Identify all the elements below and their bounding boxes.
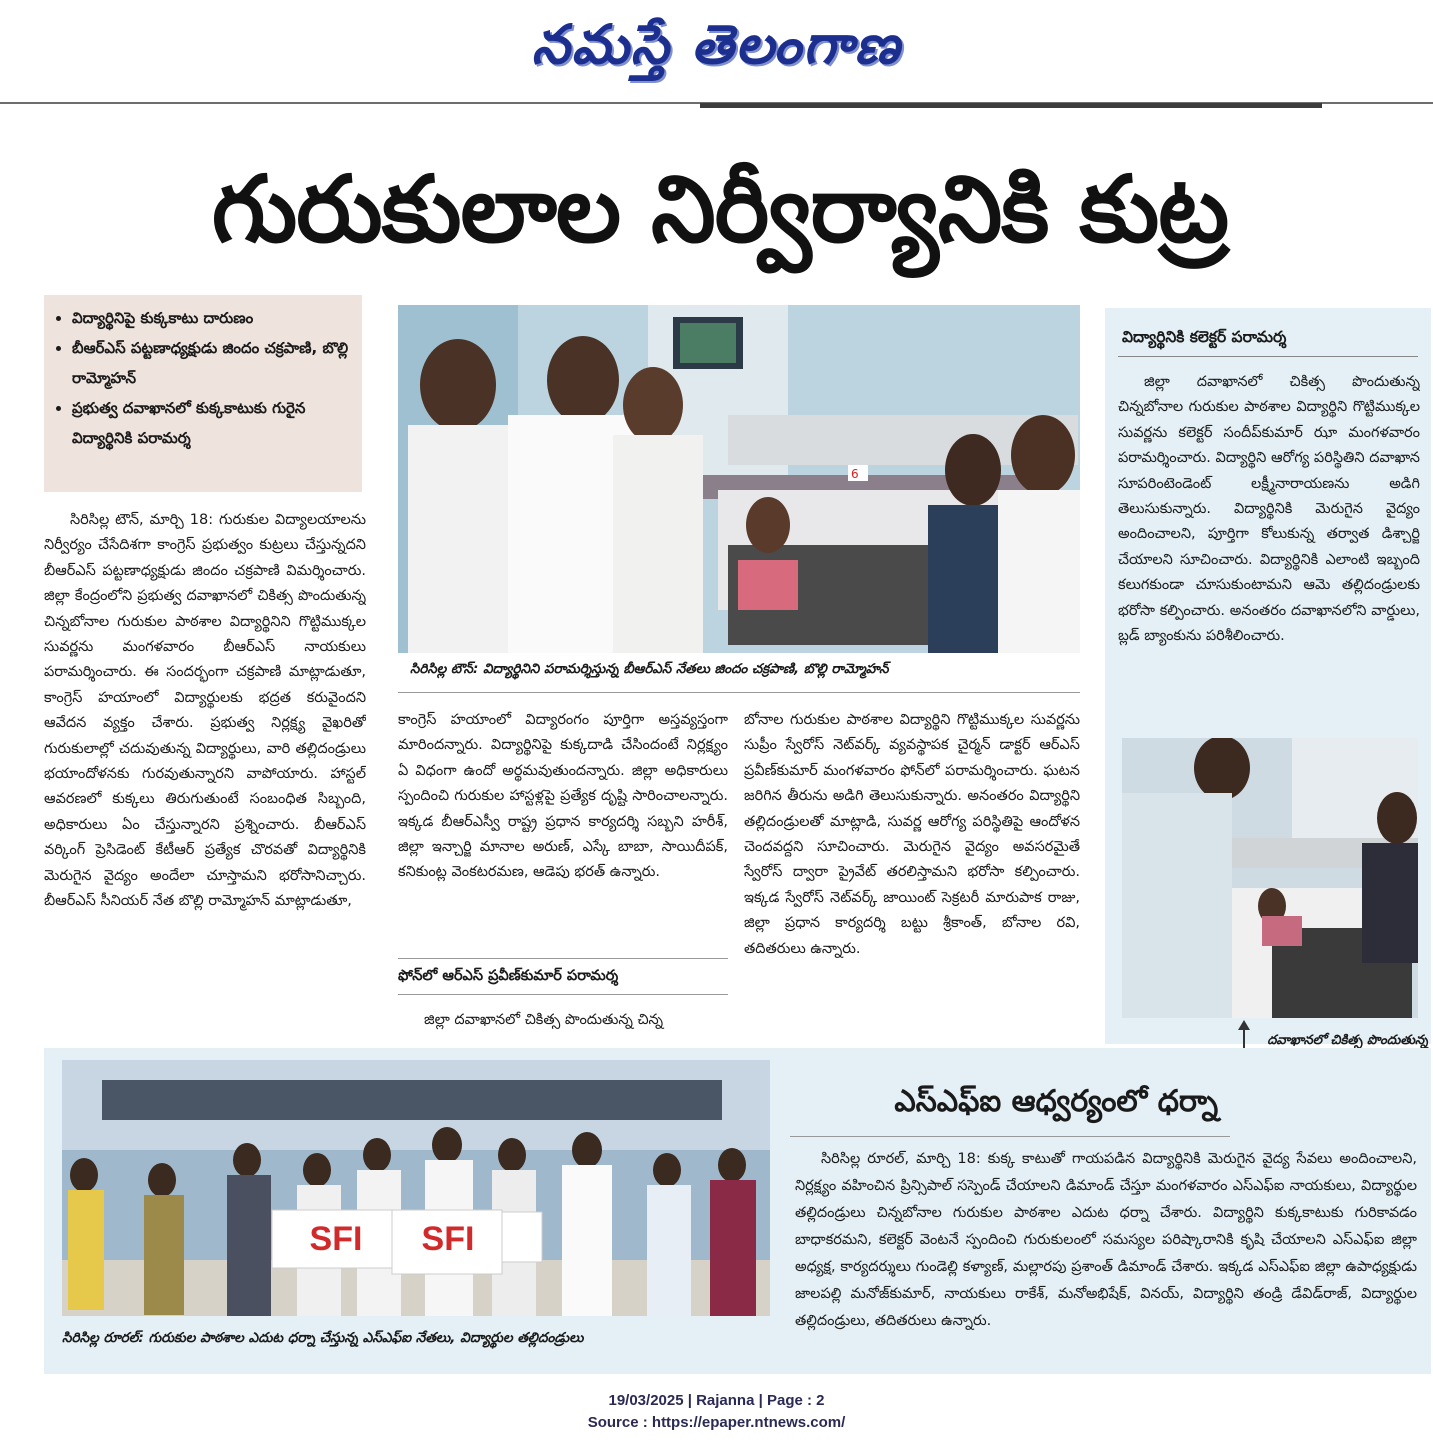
article-paragraph: సిరిసిల్ల రూరల్, మార్చి 18: కుక్క కాటుతో గాయపడిన విద్యార్థినికి మెరుగైన వైద్య సేవలు అందించాలని, నిర్లక్ష్యం వహించిన ప్రిన్సిపాల్ సస్పెండ్ చేయాలని డిమాండ్ చేస్తూ మంగళవారం ఎస్ఎఫ్ఐ నాయకులు, విద్యార్థుల తల్లిదండ్రులు చిన్నబోనాల గురుకుల పాఠశాల ఎదుట ధర్నా చేశారు. విద్యార్థిని కుక్కకాటుకు గురికావడం బాధాకరమని, కలెక్టర్ వెంటనే స్పందించి గురుకులంలో సమస్యల పరిష్కారానికి కృషి చేయాలని ఎస్ఎఫ్ఐ జిల్లా అధ్యక్ష, కార్యదర్శులు గుండెల్లి కళ్యాణ్, మల్లారపు ప్రశాంత్ డిమాండ్ చేశారు. ఇక్కడ ఎస్ఎఫ్ఐ జిల్లా ఉపాధ్యక్షుడు జాలపల్లి మనోజ్‌కుమార్, నాయకులు రాకేశ్, మనోఅభిషేక్, వినయ్, విద్యార్థిని తండ్రి డేవిడ్‌రాజ్, విద్యార్థుల తల్లిదండ్రులు, తదితరులు ఉన్నారు. xyxy=(795,1151,1417,1329)
sfi-protest-image xyxy=(62,1060,770,1316)
hospital-visit-image xyxy=(398,305,1080,653)
highlights-box xyxy=(44,295,362,492)
article-middle-column-1 xyxy=(398,708,728,954)
article-paragraph: సిరిసిల్ల టౌన్, మార్చి 18: గురుకుల విద్యాలయాలను నిర్వీర్యం చేసేదిశగా కాంగ్రెస్ ప్రభుత్వం కుట్రలు చేస్తున్నదని బీఆర్ఎస్ పట్టణాధ్యక్షుడు జిందం చక్రపాణి విమర్శించారు. జిల్లా కేంద్రంలోని ప్రభుత్వ దవాఖానలో చికిత్స పొందుతున్న చిన్నబోనాల గురుకుల పాఠశాల విద్యార్థినిని గొట్టిముక్కల సువర్ణను మంగళవారం బీఆర్ఎస్ నాయకులు పరామర్శించారు. ఈ సందర్భంగా చక్రపాణి మాట్లాడుతూ, కాంగ్రెస్ హయాంలో విద్యార్థులకు భద్రత కరువైందని ఆవేదన వ్యక్తం చేశారు. ప్రభుత్వ నిర్లక్ష్య వైఖరితో గురుకులాల్లో చదువుతున్న విద్యార్థులు, వారి తల్లిదండ్రులు భయాందోళనకు గురవుతున్నారని వాపోయారు. హాస్టల్ ఆవరణలో కుక్కలు తిరుగుతుంటే సంబంధిత సిబ్బంది, అధికారులు ఏం చేస్తున్నారని ప్రశ్నించారు. బీఆర్ఎస్ వర్కింగ్ ప్రెసిడెంట్ కేటీఆర్ ప్రత్యేక చొరవతో విద్యార్థినికి మెరుగైన వైద్యం అందేలా చూస్తామని భరోసానిచ్చారు. బీఆర్ఎస్ సీనియర్ నేత బొల్లి రామ్మోహన్ మాట్లాడుతూ, xyxy=(44,512,366,910)
masthead-logo: నమస్తే తెలంగాణ xyxy=(531,12,902,76)
collector-photo-caption: దవాఖానలో చికిత్స పొందుతున్న xyxy=(1267,1033,1428,1048)
sfi-banner-left: SFI xyxy=(309,1220,363,1258)
caption-pointer-arrow xyxy=(1238,1020,1250,1030)
article-left-column xyxy=(44,508,366,1032)
main-photo-caption: సిరిసిల్ల టౌన్: విద్యార్థినిని పరామర్శిస్తున్న బీఆర్ఎస్ నేతలు జిందం చక్రపాణి, బొల్లి రామ్మోహన్ xyxy=(410,662,889,677)
collector-visit-title: విద్యార్థినికి కలెక్టర్ పరామర్శ xyxy=(1122,328,1287,346)
article-paragraph: బోనాల గురుకుల పాఠశాల విద్యార్థిని గొట్టిముక్కల సువర్ణను సుప్రీం స్వేరోస్ నెట్‌వర్క్ వ్యవస్థాపక చైర్మన్ డాక్టర్ ఆర్ఎస్ ప్రవీణ్‌కుమార్ మంగళవారం ఫోన్‌లో పరామర్శించారు. ఘటన జరిగిన తీరును అడిగి తెలుసుకున్నారు. అనంతరం విద్యార్థిని తల్లిదండ్రులతో మాట్లాడి, సువర్ణ ఆరోగ్య పరిస్థితిపై ఆందోళన చెందవద్దని సూచించారు. మెరుగైన వైద్యం అవసరమైతే స్వేరోస్ ద్వారా ప్రైవేట్ తరలిస్తామని భరోసా కల్పించారు. ఇక్కడ స్వేరోస్ నెట్‌వర్క్ జాయింట్ సెక్రటరీ మారుపాక రాజు, జిల్లా ప్రధాన కార్యదర్శి బట్టు శ్రీకాంత్, బోనాల రవి, తదితరులు ఉన్నారు. xyxy=(744,712,1080,957)
article-middle-column-2 xyxy=(744,708,1080,1036)
article-paragraph: జిల్లా దవాఖానలో చికిత్స పొందుతున్న చిన్నబోనాల గురుకుల పాఠశాల విద్యార్థిని గొట్టిముక్కల సువర్ణను కలెక్టర్ సందీప్‌కుమార్ ఝా మంగళవారం పరామర్శించారు. విద్యార్థిని ఆరోగ్య పరిస్థితిని దవాఖాన సూపరింటెండెంట్ లక్ష్మీనారాయణను అడిగి తెలుసుకున్నారు. విద్యార్థినికి మెరుగైన వైద్యం అందించాలని, పూర్తిగా కోలుకున్న తర్వాత డిశ్చార్జి చేయాలని సూచించారు. విద్యార్థినికి ఎలాంటి ఇబ్బంది కలుగకుండా చూసుకుంటామని ఆమె తల్లిదండ్రులకు భరోసా కల్పించారు. అనంతరం దవాఖానలోని వార్డులు, బ్లడ్ బ్యాంకును పరిశీలించారు. xyxy=(1118,374,1420,645)
article-paragraph: జిల్లా దవాఖానలో చికిత్స పొందుతున్న చిన్న xyxy=(424,1012,664,1028)
collector-visit-body xyxy=(1118,370,1420,726)
collector-visit-image xyxy=(1122,738,1418,1018)
page-headline: గురుకులాల నిర్వీర్యానికి కుట్ర xyxy=(211,156,1229,263)
highlight-item: • బీఆర్ఎస్ పట్టణాధ్యక్షుడు జిందం చక్రపాణి, బొల్లి రామ్మోహన్ xyxy=(72,333,352,393)
article-middle-column-1-tail xyxy=(398,1008,728,1036)
subhead-rule xyxy=(398,958,728,959)
article-paragraph: కాంగ్రెస్ హయాంలో విద్యారంగం పూర్తిగా అస్తవ్యస్తంగా మారిందన్నారు. విద్యార్థినిపై కుక్కదాడి చేసిందంటే నిర్లక్ష్యం ఏ విధంగా ఉందో అర్థమవుతుందన్నారు. జిల్లా అధికారులు స్పందించి గురుకుల హాస్టళ్లపై ప్రత్యేక దృష్టి సారించాలన్నారు. ఇక్కడ బీఆర్ఎస్వీ రాష్ట్ర ప్రధాన కార్యదర్శి సబ్బని హరీశ్, జిల్లా ఇన్చార్జి మానాల అరుణ్, ఎస్కే బాబా, సాయిదీపక్, కనికుంట్ల వెంకటరమణ, ఆడెపు భరత్ ఉన్నారు. xyxy=(398,712,728,881)
sfi-headline: ఎస్ఎఫ్ఐ ఆధ్వర్యంలో ధర్నా xyxy=(894,1084,1218,1119)
sfi-headline-rule xyxy=(790,1136,1230,1137)
praveen-kumar-subhead: ఫోన్‌లో ఆర్ఎస్ ప్రవీణ్‌కుమార్ పరామర్శ xyxy=(398,968,619,984)
sfi-photo-caption: సిరిసిల్ల రూరల్: గురుకుల పాఠశాల ఎదుట ధర్నా చేస్తున్న ఎస్ఎఫ్ఐ నేతలు, విద్యార్థుల తల్లిదండ్రులు xyxy=(62,1330,584,1346)
masthead-rule-thick xyxy=(700,103,1322,108)
collector-visit-photo xyxy=(1122,738,1418,1018)
footer-date-line: 19/03/2025 | Rajanna | Page : 2 xyxy=(608,1392,825,1409)
svg-text:6: 6 xyxy=(851,467,859,481)
sfi-protest-photo xyxy=(62,1060,770,1316)
sfi-article-body xyxy=(795,1146,1417,1368)
page-footer xyxy=(0,1390,1433,1434)
highlight-item: • ప్రభుత్వ దవాఖానలో కుక్కకాటుకు గురైన విద్యార్థినికి పరామర్శ xyxy=(72,393,352,453)
subhead-rule xyxy=(398,994,728,995)
hospital-visit-photo xyxy=(398,305,1080,653)
footer-source-line: Source : https://epaper.ntnews.com/ xyxy=(587,1414,846,1431)
sfi-banner-right: SFI xyxy=(421,1220,475,1258)
caption-rule xyxy=(398,692,1080,693)
highlight-item: • విద్యార్థినిపై కుక్కకాటు దారుణం xyxy=(72,303,352,333)
collector-title-rule xyxy=(1118,356,1418,357)
